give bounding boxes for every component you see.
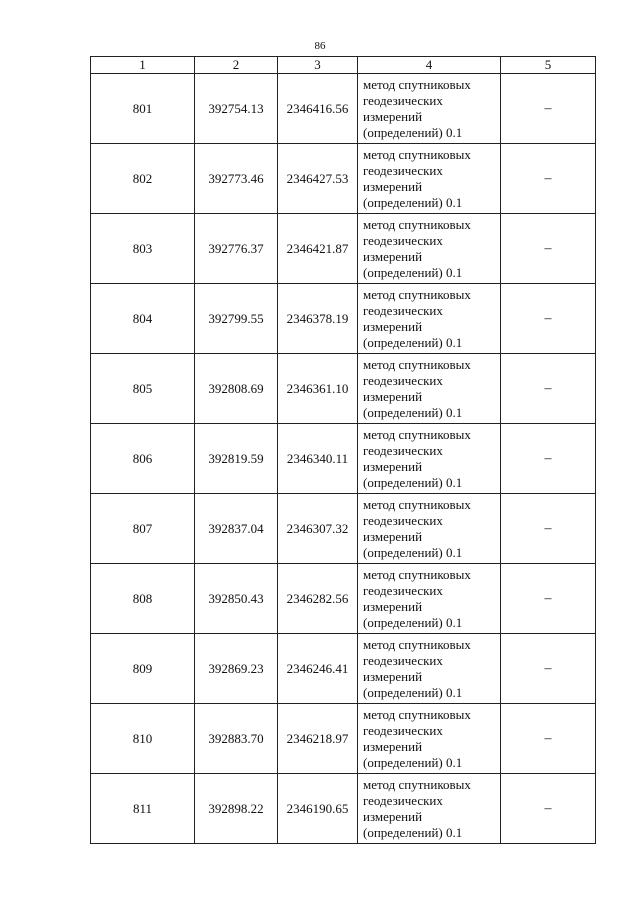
- table-row: [91, 774, 596, 844]
- table-row: [91, 634, 596, 704]
- table-row: [91, 284, 596, 354]
- y-coordinate-cell: 2346427.53: [278, 144, 358, 214]
- method-cell: метод спутниковых геодезических измерений (определений) 0.1: [358, 424, 501, 494]
- point-number-cell: 805: [91, 354, 195, 424]
- x-coordinate-cell: 392898.22: [195, 774, 278, 844]
- y-coordinate-cell: 2346340.11: [278, 424, 358, 494]
- x-coordinate-cell: 392754.13: [195, 74, 278, 144]
- method-cell: метод спутниковых геодезических измерений (определений) 0.1: [358, 354, 501, 424]
- point-number-cell: 804: [91, 284, 195, 354]
- table-row: [91, 704, 596, 774]
- x-coordinate-cell: 392819.59: [195, 424, 278, 494]
- table-row: [91, 214, 596, 284]
- note-cell: –: [501, 424, 596, 494]
- column-header-5: 5: [501, 57, 596, 74]
- method-cell: метод спутниковых геодезических измерений (определений) 0.1: [358, 564, 501, 634]
- x-coordinate-cell: 392869.23: [195, 634, 278, 704]
- point-number-cell: 808: [91, 564, 195, 634]
- column-header-3: 3: [278, 57, 358, 74]
- note-cell: –: [501, 144, 596, 214]
- y-coordinate-cell: 2346421.87: [278, 214, 358, 284]
- table-row: [91, 494, 596, 564]
- table-row: [91, 74, 596, 144]
- table-row: [91, 424, 596, 494]
- method-cell: метод спутниковых геодезических измерений (определений) 0.1: [358, 214, 501, 284]
- method-cell: метод спутниковых геодезических измерений (определений) 0.1: [358, 284, 501, 354]
- point-number-cell: 810: [91, 704, 195, 774]
- table-row: [91, 354, 596, 424]
- table-row: [91, 564, 596, 634]
- column-header-2: 2: [195, 57, 278, 74]
- note-cell: –: [501, 74, 596, 144]
- x-coordinate-cell: 392808.69: [195, 354, 278, 424]
- point-number-cell: 807: [91, 494, 195, 564]
- point-number-cell: 811: [91, 774, 195, 844]
- x-coordinate-cell: 392837.04: [195, 494, 278, 564]
- page-number: 86: [314, 40, 326, 52]
- y-coordinate-cell: 2346246.41: [278, 634, 358, 704]
- y-coordinate-cell: 2346378.19: [278, 284, 358, 354]
- method-cell: метод спутниковых геодезических измерений (определений) 0.1: [358, 634, 501, 704]
- point-number-cell: 803: [91, 214, 195, 284]
- table-header-row: [91, 57, 596, 74]
- coordinates-table: [90, 56, 596, 844]
- note-cell: –: [501, 704, 596, 774]
- point-number-cell: 806: [91, 424, 195, 494]
- note-cell: –: [501, 354, 596, 424]
- note-cell: –: [501, 634, 596, 704]
- point-number-cell: 809: [91, 634, 195, 704]
- column-header-4: 4: [358, 57, 501, 74]
- note-cell: –: [501, 284, 596, 354]
- method-cell: метод спутниковых геодезических измерений (определений) 0.1: [358, 144, 501, 214]
- method-cell: метод спутниковых геодезических измерений (определений) 0.1: [358, 774, 501, 844]
- column-header-1: 1: [91, 57, 195, 74]
- x-coordinate-cell: 392799.55: [195, 284, 278, 354]
- note-cell: –: [501, 494, 596, 564]
- method-cell: метод спутниковых геодезических измерений (определений) 0.1: [358, 74, 501, 144]
- y-coordinate-cell: 2346282.56: [278, 564, 358, 634]
- point-number-cell: 801: [91, 74, 195, 144]
- y-coordinate-cell: 2346416.56: [278, 74, 358, 144]
- y-coordinate-cell: 2346307.32: [278, 494, 358, 564]
- method-cell: метод спутниковых геодезических измерений (определений) 0.1: [358, 494, 501, 564]
- note-cell: –: [501, 214, 596, 284]
- x-coordinate-cell: 392776.37: [195, 214, 278, 284]
- y-coordinate-cell: 2346218.97: [278, 704, 358, 774]
- note-cell: –: [501, 774, 596, 844]
- x-coordinate-cell: 392773.46: [195, 144, 278, 214]
- x-coordinate-cell: 392883.70: [195, 704, 278, 774]
- x-coordinate-cell: 392850.43: [195, 564, 278, 634]
- point-number-cell: 802: [91, 144, 195, 214]
- method-cell: метод спутниковых геодезических измерений (определений) 0.1: [358, 704, 501, 774]
- note-cell: –: [501, 564, 596, 634]
- table-row: [91, 144, 596, 214]
- y-coordinate-cell: 2346190.65: [278, 774, 358, 844]
- y-coordinate-cell: 2346361.10: [278, 354, 358, 424]
